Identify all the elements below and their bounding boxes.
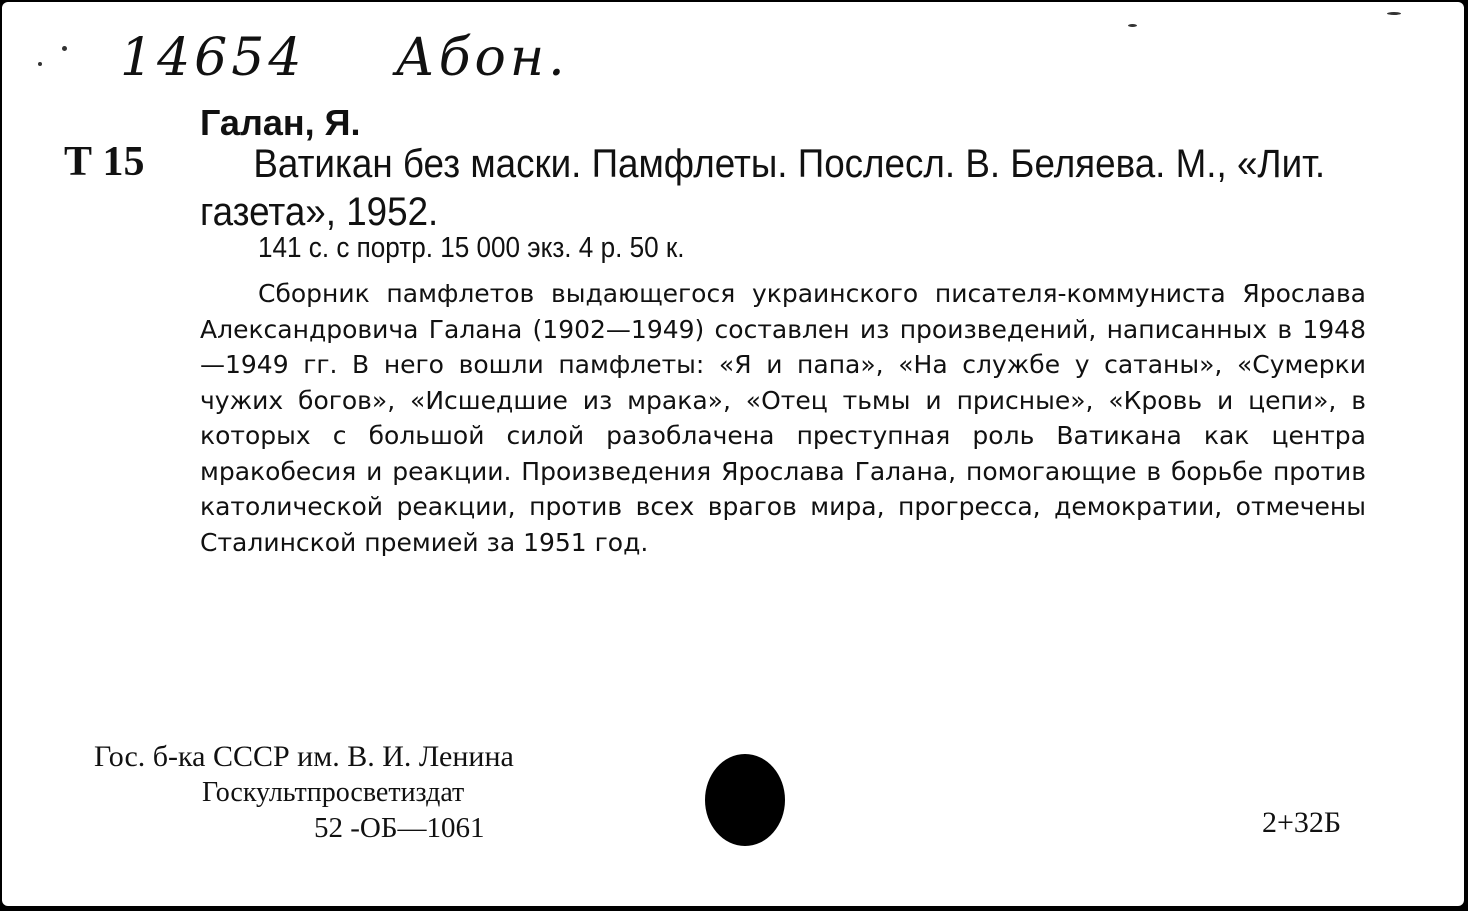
ink-speck [1387,12,1401,15]
handwritten-abon: Абон. [395,28,569,88]
author-heading: Галан, Я. [200,102,361,143]
handwritten-number: 14654 [120,28,306,88]
ink-speck [62,46,67,51]
card-number: 52 -ОБ—1061 [314,812,485,844]
handwritten-note [120,28,569,88]
library-imprint: Гос. б-ка СССР им. В. И. Ленина [94,740,514,773]
punch-hole [705,754,785,846]
classification-code: 2+32Б [1262,806,1342,839]
ink-speck [1128,24,1137,27]
shelf-mark: Т 15 [64,139,145,185]
title-statement: Ватикан без маски. Памфлеты. Послесл. В. Беляева. М., «Лит. газета», 1952. [200,142,1326,234]
publisher-imprint: Госкультпросветиздат [202,777,465,808]
physical-description: 141 с. с портр. 15 000 экз. 4 р. 50 к. [258,232,685,264]
annotation-text: Сборник памфлетов выдающегося украинского писателя-коммуниста Ярослава Александровича Галана (1902—1949) составлен из произведений, написанных в 1948—1949 гг. В него вошли памфлеты: «Я и папа», «На службе у сатаны», «Сумерки чужих богов», «Исшедшие из мрака», «Отец тьмы и присные», «Кровь и цепи», в которых с большой силой разоблачена преступная роль Ватикана как центра мракобесия и реакции. Произведения Ярослава Галана, помогающие в борьбе против католической реакции, против всех врагов мира, прогресса, демократии, отмечены Сталинской премией за 1951 год. [200,279,1366,557]
catalog-card [2,2,1464,906]
ink-speck [38,62,42,66]
